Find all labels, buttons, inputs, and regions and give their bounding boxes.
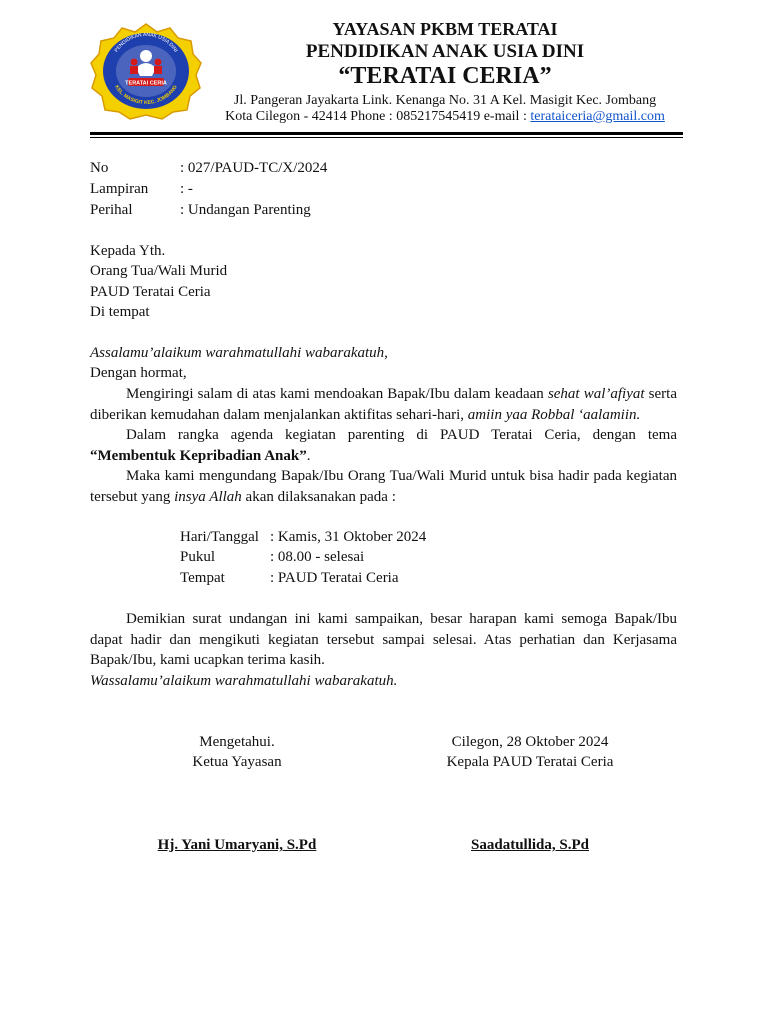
no-value: : 027/PAUD-TC/X/2024 xyxy=(180,160,328,176)
salam-comma: , xyxy=(384,345,388,361)
recipient-line: PAUD Teratai Ceria xyxy=(90,284,211,300)
right-sign-title: Kepala PAUD Teratai Ceria xyxy=(446,754,614,770)
left-sign-title: Ketua Yayasan xyxy=(192,754,282,770)
place-value: : PAUD Teratai Ceria xyxy=(270,570,399,586)
logo-banner: TERATAI CERIA xyxy=(125,80,167,87)
letter-body xyxy=(90,384,677,507)
recipient-line: Kepada Yth. xyxy=(90,243,166,259)
salam-text: Assalamu’alaikum warahmatullahi wabarakatuh xyxy=(90,345,385,361)
school-name: “TERATAI CERIA” xyxy=(338,63,552,89)
place-label: Tempat xyxy=(180,570,225,586)
left-sign-line-1: Mengetahui. xyxy=(199,734,275,750)
paragraph-2: Dalam rangka agenda kegiatan parenting di PAUD Teratai Ceria, dengan tema “Membentuk Kepribadian Anak”. xyxy=(90,427,677,464)
perihal-value: : Undangan Parenting xyxy=(180,202,311,218)
lampiran-label: Lampiran xyxy=(90,181,149,197)
header-rule-thick xyxy=(90,132,683,135)
right-signer-name: Saadatullida, S.Pd xyxy=(471,837,589,853)
date-label: Hari/Tanggal xyxy=(180,529,259,545)
left-signer-name: Hj. Yani Umaryani, S.Pd xyxy=(157,837,317,853)
no-label: No xyxy=(90,160,109,176)
dengan-hormat: Dengan hormat, xyxy=(90,365,187,381)
logo-top-text: PENDIDIKAN ANAK USIA DINI xyxy=(113,31,179,54)
closing-section xyxy=(90,609,677,691)
paragraph-1: Mengiringi salam di atas kami mendoakan Bapak/Ibu dalam keadaan sehat wal’afiyat serta diberikan kemudahan dalam menjalankan aktifitas sehari-hari, amiin yaa Robbal ‘aalamiin. xyxy=(90,386,677,423)
logo-bottom-text: KEL. MASIGIT KEC. JOMBANG xyxy=(113,84,179,106)
closing-paragraph: Demikian surat undangan ini kami sampaikan, besar harapan kami semoga Bapak/Ibu dapat hadir dan mengikuti kegiatan tersebut sampai selesai. Atas perhatian dan Kerjasama Bapak/Ibu, kami ucapkan terima kasih. xyxy=(90,611,677,668)
right-sign-date: Cilegon, 28 Oktober 2024 xyxy=(451,734,609,750)
address-line-1: Jl. Pangeran Jayakarta Link. Kenanga No. 31 A Kel. Masigit Kec. Jombang xyxy=(233,93,657,108)
time-label: Pukul xyxy=(180,549,216,565)
org-name: YAYASAN PKBM TERATAI xyxy=(332,19,558,39)
email-link[interactable]: terataiceria@gmail.com xyxy=(530,109,665,124)
org-subtitle: PENDIDIKAN ANAK USIA DINI xyxy=(305,41,585,62)
school-logo xyxy=(90,22,202,120)
opening-salam xyxy=(90,343,388,363)
address-line-2 xyxy=(210,110,680,124)
time-value: : 08.00 - selesai xyxy=(270,549,365,565)
header-rule-thin xyxy=(90,137,683,138)
address-contact: Kota Cilegon - 42414 Phone : 085217545419 e-mail : xyxy=(225,109,531,124)
recipient-line: Orang Tua/Wali Murid xyxy=(90,263,228,279)
date-value: : Kamis, 31 Oktober 2024 xyxy=(270,529,427,545)
recipient-line: Di tempat xyxy=(90,304,150,320)
lampiran-value: : - xyxy=(180,181,193,197)
perihal-label: Perihal xyxy=(90,202,133,218)
closing-salam: Wassalamu’alaikum warahmatullahi wabarakatuh. xyxy=(90,672,398,689)
paragraph-3: Maka kami mengundang Bapak/Ibu Orang Tua/Wali Murid untuk bisa hadir pada kegiatan tersebut yang insya Allah akan dilaksanakan pada : xyxy=(90,468,677,505)
